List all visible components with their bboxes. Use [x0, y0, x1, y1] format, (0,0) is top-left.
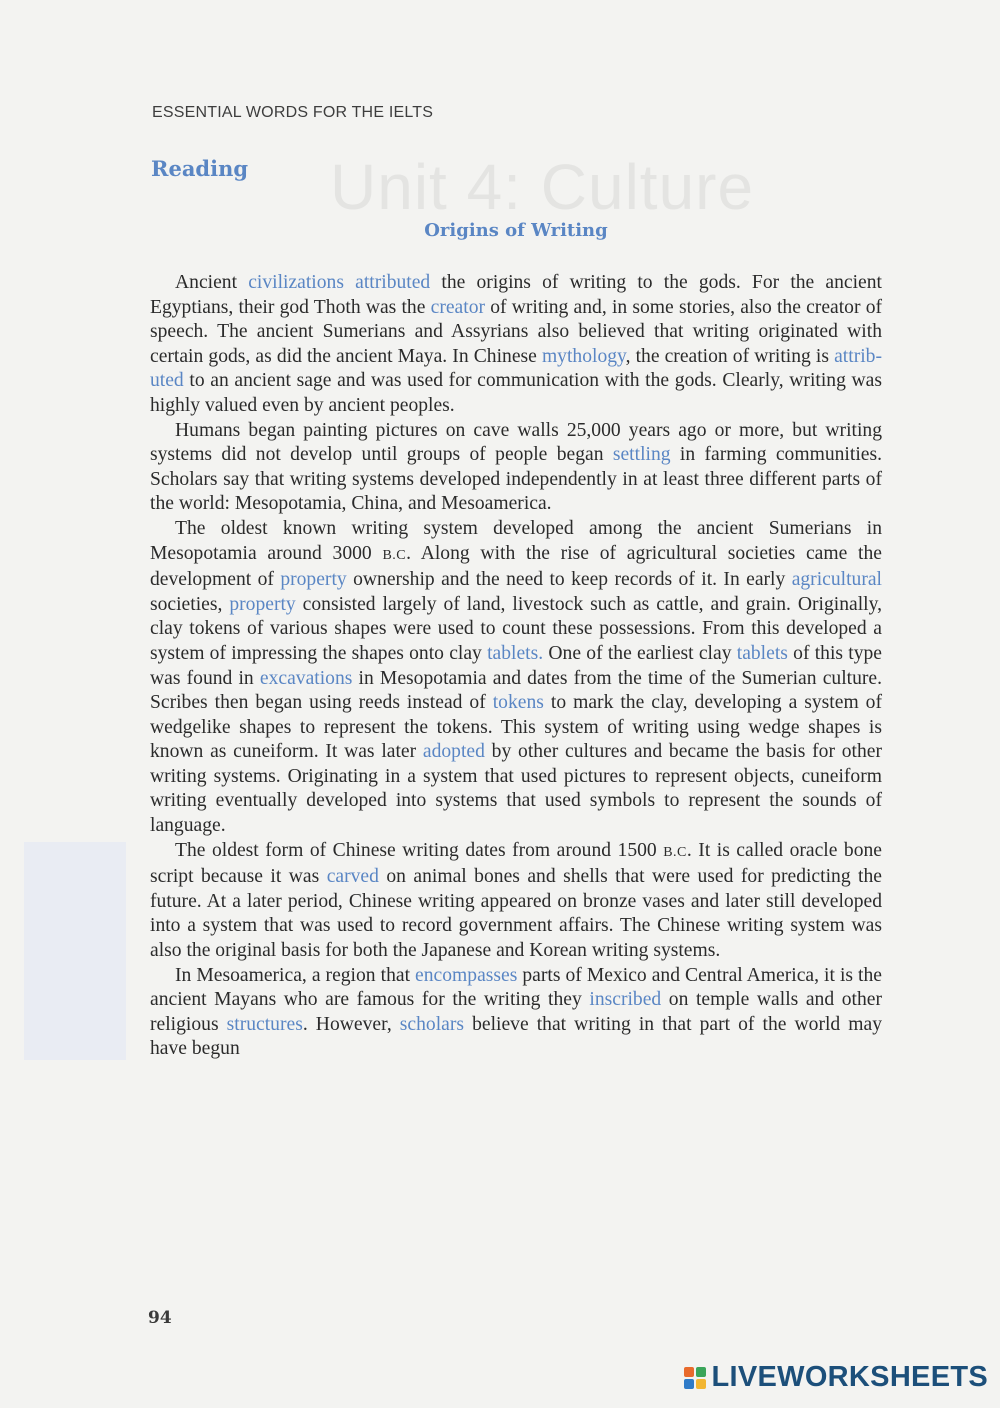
vocab-word: structures [226, 1013, 303, 1035]
vocab-word: tokens [492, 692, 544, 714]
text-run: consisted largely of land, livestock such as cattle, and grain. Originally, clay tokens of various shapes were used to count these possessions. From this developed a system of impressing the shapes onto clay [150, 593, 883, 664]
vocab-word: mythology [541, 345, 626, 367]
vocab-word: adopted [422, 741, 485, 763]
vocab-word: encompasses [415, 964, 518, 986]
text-run: One of the earliest clay [543, 642, 737, 664]
vocab-word: creator [430, 296, 486, 318]
text-run: of writing and, in some stories, also the creator of speech. The ancient Sumerians and Assyrians also believed that writing originated with certain gods, as did the ancient Maya. In Chinese [150, 296, 883, 367]
text-run: parts of Mexico and Central America, it is the ancient Mayans who are famous for the writing they [150, 964, 882, 1011]
article-title: Origins of Writing [424, 220, 608, 241]
vocab-word: tablets. [487, 642, 544, 664]
vocab-word: agricultural [791, 569, 882, 591]
text-run: on temple walls and other religious [150, 989, 882, 1035]
liveworksheets-icon [684, 1367, 706, 1389]
vocab-word: excavations [259, 667, 353, 689]
paragraph [150, 271, 882, 419]
text-run: in farming communities. Scholars say that writing systems developed independently in at least three different parts of the world: Mesopotamia, China, and Mesoamerica. [150, 444, 882, 515]
bleed-through-text: Unit 4: Culture [330, 151, 755, 223]
vocab-word: property [280, 569, 347, 591]
paragraph [150, 839, 882, 964]
text-run: Humans began painting pictures on cave walls 25,000 years ago or more, but writing systems did not develop until groups of people began [150, 419, 882, 466]
era-abbreviation: B.C [663, 844, 687, 860]
text-run: to an ancient sage and was used for communication with the gods. Clearly, writing was highly valued even by ancient peoples. [150, 370, 882, 416]
era-abbreviation: B.C [382, 547, 407, 563]
page-number: 94 [148, 1308, 172, 1328]
vocab-word: property [229, 593, 296, 615]
paragraph [150, 964, 882, 1062]
text-run: on animal bones and shells that were used for predicting the future. At a later period, Chinese writing appeared on bronze vases and later still developed into a system that was used to record government affairs. The Chinese writing system was also the original basis for both the Japanese and Korean writing systems. [150, 866, 882, 962]
brand-logo[interactable] [684, 1361, 989, 1394]
vocab-word: scholars [399, 1013, 465, 1035]
text-run: to mark the clay, developing a system of wedgelike shapes to represent the tokens. This system of writing using wedge shapes is known as cuneiform. It was later [150, 692, 882, 763]
text-run: The oldest known writing system developed among the ancient Sumerians in Mesopotamia around 3000 [150, 517, 882, 564]
text-run: . Along with the rise of agricultural societies came the development of [150, 542, 882, 591]
paragraph [150, 419, 882, 517]
vocab-word: civilizations attributed [248, 272, 431, 293]
text-run: in Mesopotamia and dates from the time of the Sumerian culture. Scribes then began using reeds instead of [150, 667, 882, 714]
vocab-word: tablets [736, 642, 788, 664]
text-run: Ancient [175, 272, 249, 293]
vocab-word: inscribed [589, 989, 662, 1011]
vocab-word: carved [326, 866, 379, 888]
text-run: . It is called oracle bone script because it was [150, 839, 882, 888]
vocab-word: attributed [150, 345, 882, 392]
text-run: . However, [302, 1013, 400, 1035]
text-run: In Mesoamerica, a region that [175, 964, 416, 986]
paragraph [150, 517, 882, 839]
section-label: Reading [151, 156, 249, 181]
text-run: societies, [150, 593, 230, 615]
text-run: by other cultures and became the basis for other writing systems. Originating in a system that used pictures to represent objects, cuneiform writing eventually developed into systems that used symbols to represent the sounds of language. [150, 741, 882, 837]
margin-shade [24, 842, 126, 1060]
text-run: , the creation of writing is [625, 345, 835, 367]
text-run: ownership and the need to keep records of it. In early [346, 569, 792, 591]
text-run: believe that writing in that part of the world may have begun [150, 1013, 883, 1060]
running-head: ESSENTIAL WORDS FOR THE IELTS [152, 104, 434, 121]
vocab-word: settling [612, 444, 671, 466]
text-run: of this type was found in [150, 642, 883, 689]
article-body [150, 271, 882, 1062]
text-run: The oldest form of Chinese writing dates from around 1500 [175, 839, 664, 861]
text-run: the origins of writing to the gods. For the ancient Egyptians, their god Thoth was the [150, 272, 882, 318]
brand-name: LIVEWORKSHEETS [711, 1361, 988, 1393]
